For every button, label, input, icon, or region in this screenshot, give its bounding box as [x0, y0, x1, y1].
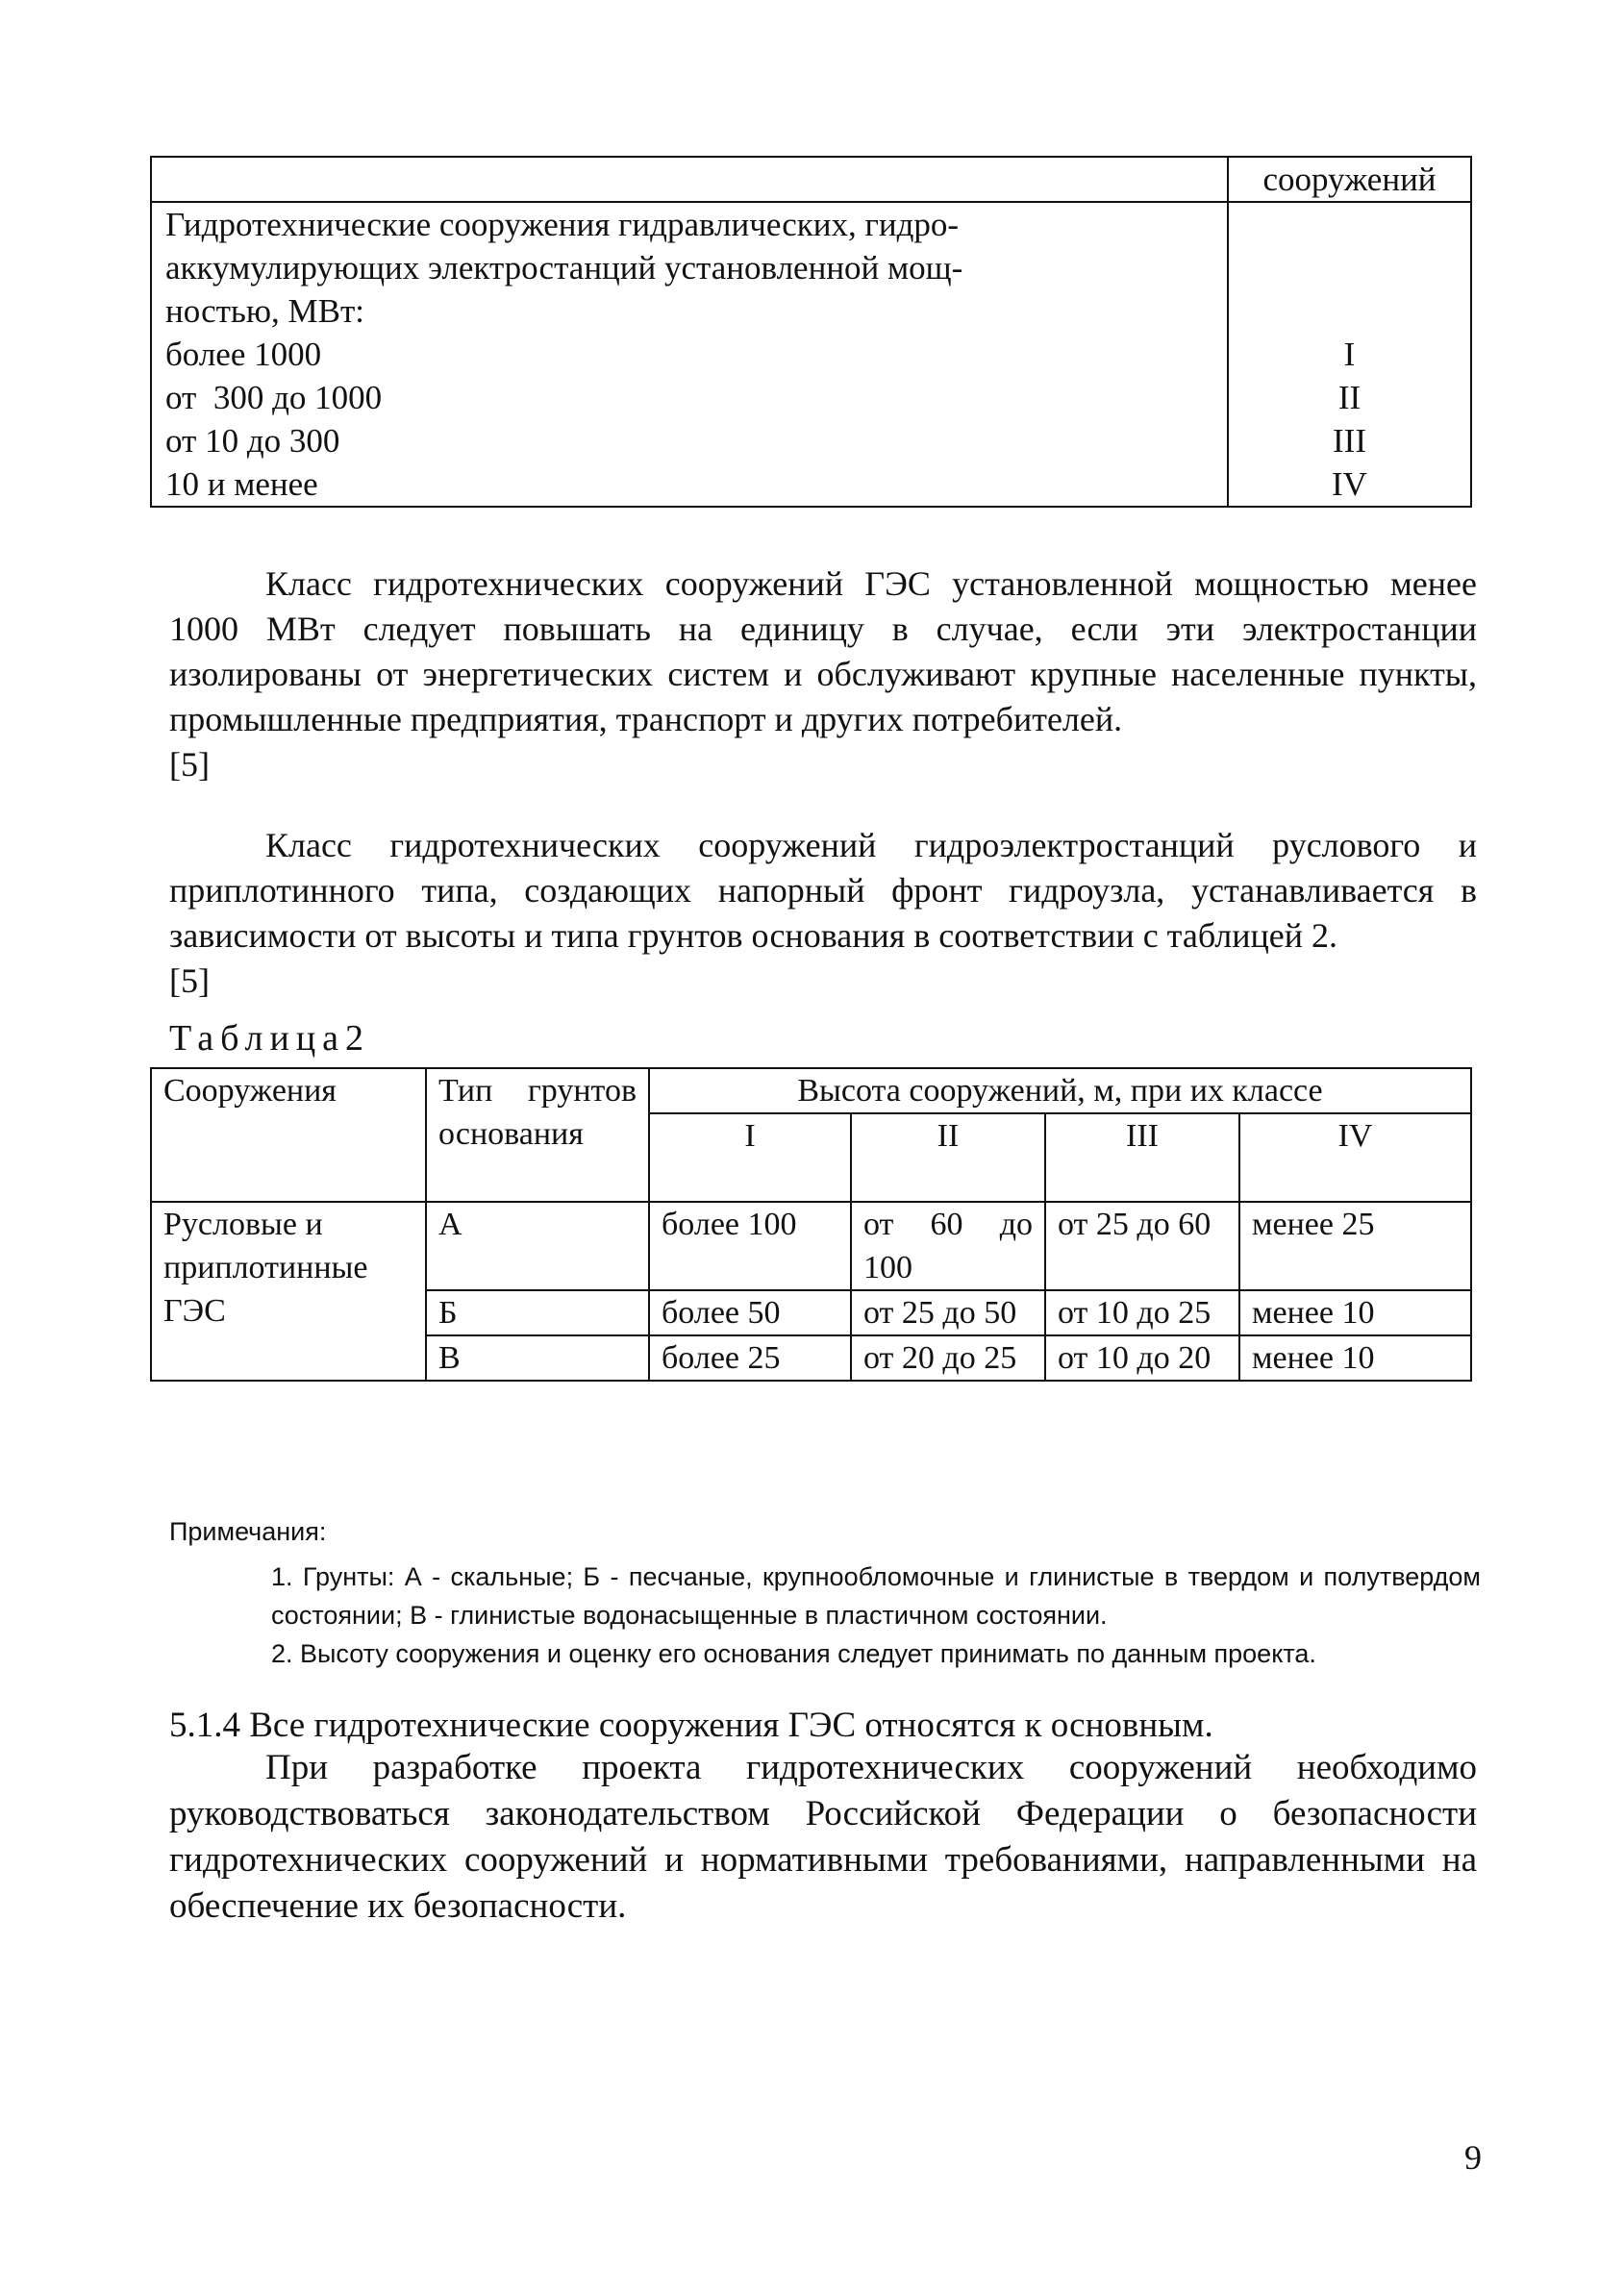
- paragraph-class-by-height: [169, 823, 1477, 1004]
- clause-5-1-4: 5.1.4 Все гидротехнические сооружения ГЭС относятся к основным.: [169, 1706, 1213, 1745]
- table2-class-header: I: [649, 1113, 851, 1202]
- table2-soil-cell: В: [426, 1335, 649, 1381]
- table1-header-row: [151, 157, 1471, 202]
- reference-marker: [5]: [169, 745, 210, 784]
- table1-class-value: I: [1343, 336, 1356, 373]
- table1-category-line: ностью, МВт:: [165, 292, 365, 330]
- table2-header-structures: Сооружения: [151, 1068, 426, 1202]
- table2-value-cell: более 25: [649, 1335, 851, 1381]
- reference-marker: [5]: [169, 961, 210, 1000]
- table1-class-value: IV: [1332, 465, 1367, 503]
- table2-row: [151, 1202, 1471, 1290]
- table2-value-cell: от 20 до 25: [851, 1335, 1045, 1381]
- table2-value-cell: от 25 до 60: [1045, 1202, 1239, 1290]
- table2-value-cell: более 100: [649, 1202, 851, 1290]
- table1-class-cell: [1228, 202, 1471, 507]
- table1-category-line: аккумулирующих электростанций установленной мощ-: [165, 249, 963, 287]
- paragraph-design-requirements: При разработке проекта гидротехнических сооружений необходимо руководствоваться законодательством Российской Федерации о безопасности гидротехнических сооружений и нормативными требованиями, направленными на обеспечение их безопасности.: [169, 1748, 1477, 1926]
- table2-header-soil-type: Тип грунтов основания: [426, 1068, 649, 1202]
- paragraph-class-increase: [169, 561, 1477, 787]
- table2-header-row: [151, 1068, 1471, 1113]
- table2-soil-cell: Б: [426, 1290, 649, 1335]
- table1-class-values: [1229, 203, 1470, 506]
- table2-caption: Таблица2: [169, 1018, 371, 1059]
- table2-value-cell: от 10 до 20: [1045, 1335, 1239, 1381]
- table2-value-cell: от 25 до 50: [851, 1290, 1045, 1335]
- paragraph-text: Класс гидротехнических сооружений ГЭС установленной мощностью менее 1000 МВт следует повышать на единицу в случае, если эти электростанции изолированы от энергетических систем и обслуживают крупные населенные пункты, промышленные предприятия, транспорт и других потребителей.: [169, 564, 1477, 738]
- table2-structure-cell: Русловые и приплотинные ГЭС: [151, 1202, 426, 1381]
- table2-soil-cell: А: [426, 1202, 649, 1290]
- height-classification-table: [150, 1067, 1472, 1382]
- table2-value-cell: от 10 до 25: [1045, 1290, 1239, 1335]
- table1-header-class-cell: сооружений: [1228, 157, 1471, 202]
- table1-category-cell: [151, 202, 1228, 507]
- note-item: 2. Высоту сооружения и оценку его основания следует принимать по данным проекта.: [271, 1639, 1316, 1668]
- table1-power-range: от 300 до 1000: [165, 379, 383, 416]
- table2-value-cell: менее 25: [1239, 1202, 1471, 1290]
- table2-header-height: Высота сооружений, м, при их классе: [649, 1068, 1471, 1113]
- table1-power-range: более 1000: [165, 336, 322, 373]
- table2-class-header: IV: [1239, 1113, 1471, 1202]
- page-number: 9: [1464, 2138, 1482, 2177]
- table1-body-row: [151, 202, 1471, 507]
- classification-table-continued: [150, 156, 1472, 508]
- table1-power-range: 10 и менее: [165, 465, 318, 503]
- table1-category-line: Гидротехнические сооружения гидравлических, гидро-: [165, 206, 960, 243]
- table2-value-cell: менее 10: [1239, 1335, 1471, 1381]
- table2-value-cell: более 50: [649, 1290, 851, 1335]
- table2-value-cell: менее 10: [1239, 1290, 1471, 1335]
- table1-class-value: II: [1337, 379, 1362, 416]
- table1-class-value: III: [1333, 422, 1366, 460]
- paragraph-text: Класс гидротехнических сооружений гидроэлектростанций руслового и приплотинного типа, создающих напорный фронт гидроузла, устанавливается в зависимости от высоты и типа грунтов основания в соответствии с таблицей 2.: [169, 826, 1477, 955]
- table1-header-empty-cell: [151, 157, 1228, 202]
- table2-value-cell: от 60 до 100: [851, 1202, 1045, 1290]
- table2-class-header: III: [1045, 1113, 1239, 1202]
- table1-power-range: от 10 до 300: [165, 422, 340, 460]
- table2-class-header: II: [851, 1113, 1045, 1202]
- notes-heading: Примечания:: [169, 1517, 327, 1546]
- note-item: 1. Грунты: А - скальные; Б - песчаные, крупнообломочные и глинистые в твердом и полутвердом состоянии; В - глинистые водонасыщенные в пластичном состоянии.: [271, 1562, 1481, 1630]
